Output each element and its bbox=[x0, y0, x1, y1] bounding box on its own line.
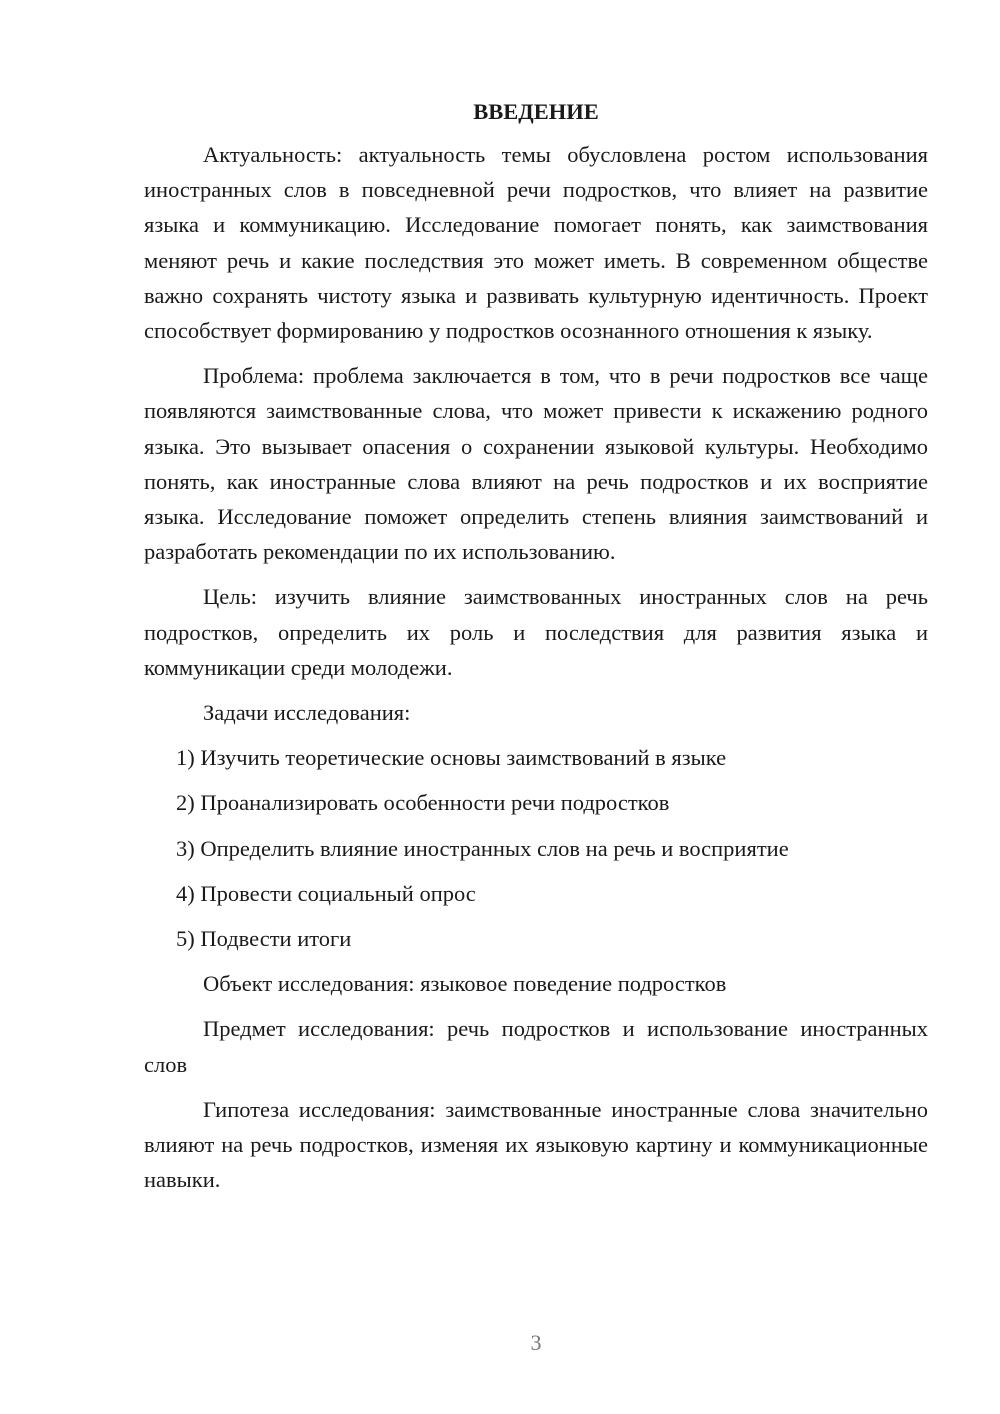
task-item: 2) Проанализировать особенности речи подростков bbox=[176, 790, 670, 816]
page-content bbox=[144, 94, 928, 1207]
relevance-paragraph: Актуальность: актуальность темы обусловлена ростом использования иностранных слов в повседневной речи подростков, что влияет на развитие языка и коммуникацию. Исследование помогает понять, как заимствования меняют речь и какие последствия это может иметь. В современном обществе важно сохранять чистоту языка и развивать культурную идентичность. Проект способствует формированию у подростков осознанного отношения к языку. bbox=[144, 142, 928, 344]
task-item: 4) Провести социальный опрос bbox=[176, 880, 476, 906]
page-number: 3 bbox=[530, 1330, 542, 1355]
section-heading: ВВЕДЕНИЕ bbox=[473, 99, 599, 124]
task-item: 3) Определить влияние иностранных слов на речь и восприятие bbox=[176, 835, 789, 861]
task-item: 1) Изучить теоретические основы заимствований в языке bbox=[176, 745, 727, 771]
tasks-title: Задачи исследования: bbox=[203, 700, 411, 726]
hypothesis-paragraph: Гипотеза исследования: заимствованные иностранные слова значительно влияют на речь подростков, изменяя их языковую картину и коммуникационные навыки. bbox=[144, 1096, 928, 1193]
subject-paragraph: Предмет исследования: речь подростков и использование иностранных слов bbox=[144, 1016, 928, 1077]
tasks-list bbox=[144, 740, 928, 956]
goal-paragraph: Цель: изучить влияние заимствованных иностранных слов на речь подростков, определить их роль и последствия для развития языка и коммуникации среди молодежи. bbox=[144, 584, 928, 680]
task-item: 5) Подвести итоги bbox=[176, 926, 352, 952]
problem-paragraph: Проблема: проблема заключается в том, что в речи подростков все чаще появляются заимствованные слова, что может привести к искажению родного языка. Это вызывает опасения о сохранении языковой культуры. Необходимо понять, как иностранные слова влияют на речь подростков и их восприятие языка. Исследование поможет определить степень влияния заимствований и разработать рекомендации по их использованию. bbox=[144, 363, 928, 565]
object-line: Объект исследования: языковое поведение подростков bbox=[203, 971, 727, 997]
